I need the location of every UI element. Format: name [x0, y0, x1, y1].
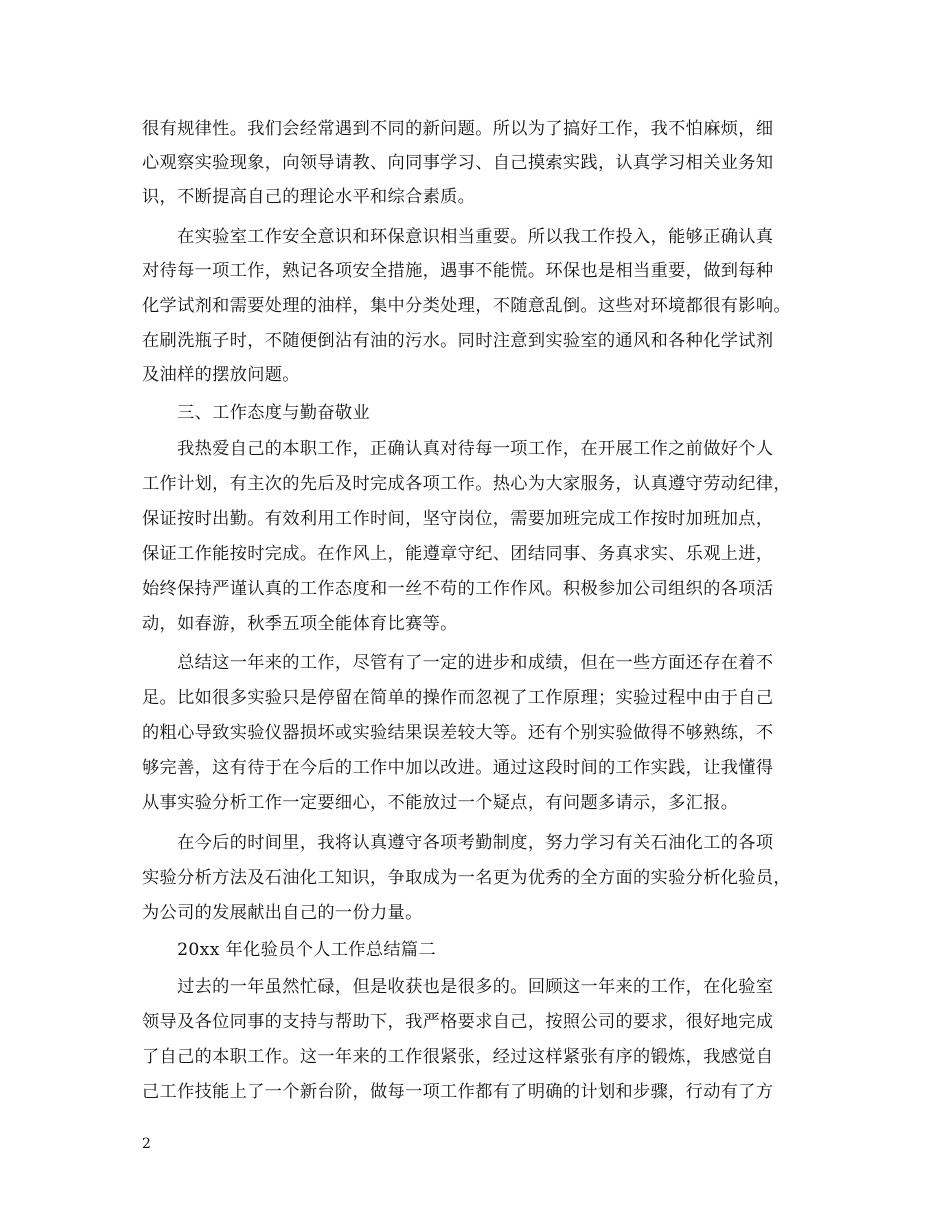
text-line: 足。比如很多实验只是停留在简单的操作而忽视了工作原理；实验过程中由于自己 [142, 688, 774, 708]
text-line: 的粗心导致实验仪器损坏或实验结果误差较大等。还有个别实验做得不够熟练，不 [142, 723, 774, 743]
text-line: 己工作技能上了一个新台阶，做每一项工作都有了明确的计划和步骤，行动有了方 [142, 1082, 774, 1102]
section-heading: 20xx 年化验员个人工作总结篇二 [142, 940, 436, 960]
text-line: 从事实验分析工作一定要细心，不能放过一个疑点，有问题多请示，多汇报。 [142, 793, 739, 813]
text-line: 始终保持严谨认真的工作态度和一丝不苟的工作作风。积极参加公司组织的各项活 [142, 579, 774, 599]
text-line: 总结这一年来的工作，尽管有了一定的进步和成绩，但在一些方面还存在着不 [142, 653, 774, 673]
text-line: 在今后的时间里，我将认真遵守各项考勤制度，努力学习有关石油化工的各项 [142, 833, 774, 853]
text-line: 领导及各位同事的支持与帮助下，我严格要求自己，按照公司的要求，很好地完成 [142, 1012, 774, 1032]
text-line: 了自己的本职工作。这一年来的工作很紧张，经过这样紧张有序的锻炼，我感觉自 [142, 1047, 774, 1067]
text-line: 保证按时出勤。有效利用工作时间，坚守岗位，需要加班完成工作按时加班加点， [142, 509, 774, 529]
text-line: 工作计划，有主次的先后及时完成各项工作。热心为大家服务，认真遵守劳动纪律， [142, 474, 791, 494]
text-line: 动，如春游，秋季五项全能体育比赛等。 [142, 614, 458, 634]
text-line: 识，不断提高自己的理论水平和综合素质。 [142, 187, 476, 207]
text-line: 在实验室工作安全意识和环保意识相当重要。所以我工作投入，能够正确认真 [142, 227, 774, 247]
text-line: 对待每一项工作，熟记各项安全措施，遇事不能慌。环保也是相当重要，做到每种 [142, 261, 774, 281]
text-line: 保证工作能按时完成。在作风上，能遵章守纪、团结同事、务真求实、乐观上进， [142, 544, 774, 564]
text-line: 为公司的发展献出自己的一份力量。 [142, 903, 423, 923]
text-line: 我热爱自己的本职工作，正确认真对待每一项工作，在开展工作之前做好个人 [142, 439, 774, 459]
text-line: 心观察实验现象，向领导请教、向同事学习、自己摸索实践，认真学习相关业务知 [142, 153, 774, 173]
text-line: 够完善，这有待于在今后的工作中加以改进。通过这段时间的工作实践，让我懂得 [142, 758, 774, 778]
page-number: 2 [142, 1136, 151, 1152]
text-line: 及油样的摆放问题。 [142, 365, 300, 385]
text-line: 实验分析方法及石油化工知识，争取成为一名更为优秀的全方面的实验分析化验员， [142, 868, 791, 888]
text-line: 化学试剂和需要处理的油样，集中分类处理，不随意乱倒。这些对环境都很有影响。 [142, 296, 791, 316]
text-line: 过去的一年虽然忙碌，但是收获也是很多的。回顾这一年来的工作，在化验室 [142, 977, 774, 997]
section-heading: 三、工作态度与勤奋敬业 [142, 403, 370, 423]
text-line: 很有规律性。我们会经常遇到不同的新问题。所以为了搞好工作，我不怕麻烦，细 [142, 119, 774, 139]
text-line: 在刷洗瓶子时，不随便倒沾有油的污水。同时注意到实验室的通风和各种化学试剂 [142, 331, 774, 351]
